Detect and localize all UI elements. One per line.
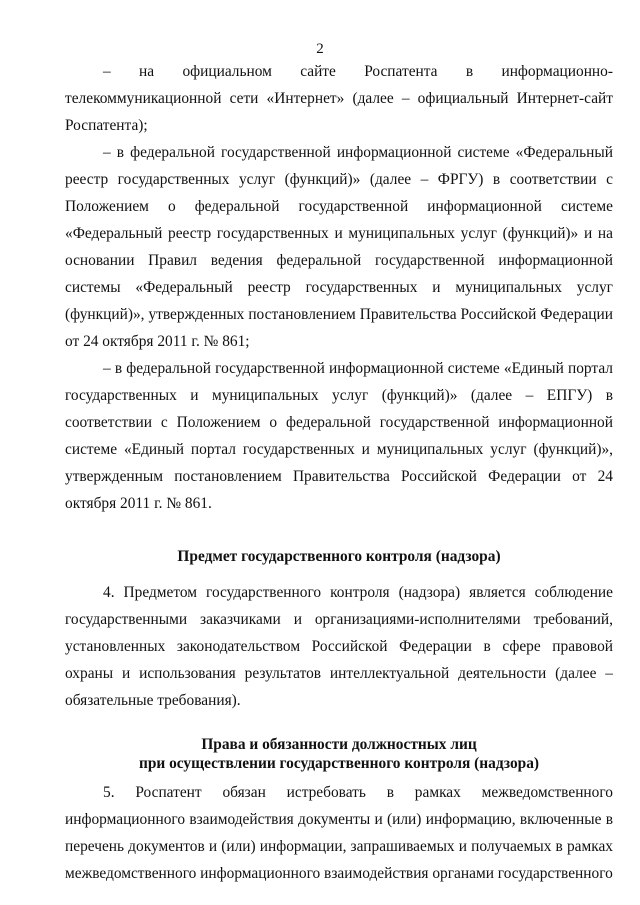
section-heading-rights-line1: Права и обязанности должностных лиц (201, 736, 477, 753)
section-heading-subject: Предмет государственного контроля (надзора) (177, 548, 501, 565)
paragraph-4: 4. Предметом государственного контроля (надзора) является соблюдение государственными заказчиками и организациями-исполнителями требований, установленных законодательством Российской Федерации в сфере правовой охраны и использования результатов интеллектуальной деятельности (далее – обязательные требования). (65, 584, 613, 709)
paragraph-frgu: – в федеральной государственной информационной системе «Федеральный реестр государственных услуг (функций)» (далее – ФРГУ) в соответствии с Положением о федеральной государственной информационной системе «Федеральный реестр государственных и муниципальных услуг (функций)» и на основании Правил ведения федеральной государственной информационной системы «Федеральный реестр государственных и муниципальных услуг (функций)», утвержденных постановлением Правительства Российской Федерации от 24 октября 2011 г. № 861; (65, 144, 613, 350)
paragraph-official-site: – на официальном сайте Роспатента в информационно-телекоммуникационной сети «Интернет» (далее – официальный Интернет-сайт Роспатента); (65, 63, 613, 134)
page-number: 2 (316, 41, 324, 57)
section-heading-rights (65, 735, 613, 773)
section-heading-rights-line2: при осуществлении государственного контроля (надзора) (138, 755, 540, 772)
paragraph-epgu: – в федеральной государственной информационной системе «Единый портал государственных и муниципальных услуг (функций)» (далее – ЕПГУ) в соответствии с Положением о федеральной государственной информационной системе «Единый портал государственных и муниципальных услуг (функций)», утвержденным постановлением Правительства Российской Федерации от 24 октября 2011 г. № 861. (65, 360, 613, 512)
page-content (65, 58, 613, 887)
paragraph-5: 5. Роспатент обязан истребовать в рамках межведомственного информационного взаимодействия документы и (или) информацию, включенные в перечень документов и (или) информации, запрашиваемых и получаемых в рамках межведомственного информационного взаимодействия органами государственного (65, 784, 613, 882)
